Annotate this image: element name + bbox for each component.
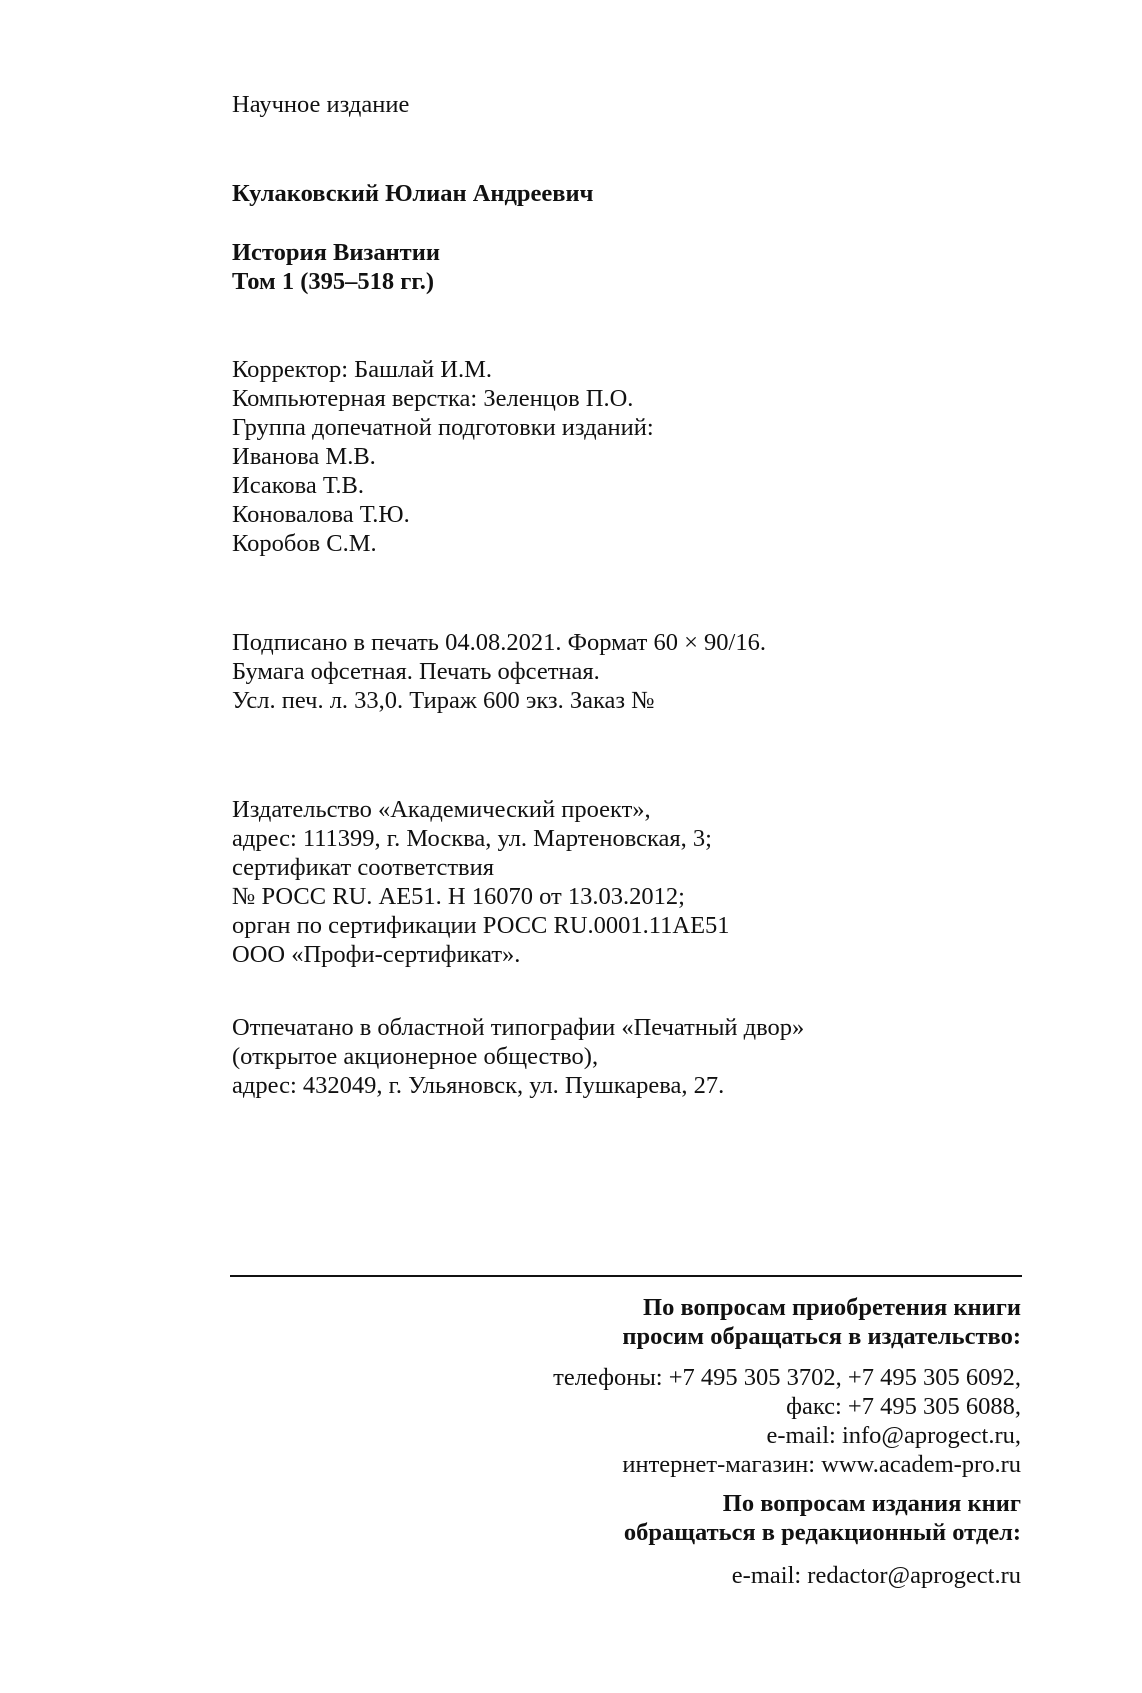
printer-line: адрес: 432049, г. Ульяновск, ул. Пушкарева, 27. (232, 1072, 725, 1099)
publisher-line: орган по сертификации РОСС RU.0001.11АЕ51 (232, 912, 730, 939)
publisher-line: ООО «Профи-сертификат». (232, 941, 521, 968)
contacts-block (221, 1363, 1021, 1479)
printer-block (232, 1013, 1032, 1100)
publisher-line: № РОСС RU. АЕ51. Н 16070 от 13.03.2012; (232, 883, 685, 910)
printer-line: (открытое акционерное общество), (232, 1043, 599, 1070)
purchase-heading (221, 1293, 1021, 1351)
credit-line: Коробов С.М. (232, 530, 377, 557)
book-volume-line: Том 1 (395–518 гг.) (232, 268, 435, 295)
credits-block (232, 355, 1032, 558)
book-title (232, 238, 1032, 296)
print-info-line: Бумага офсетная. Печать офсетная. (232, 658, 600, 685)
email-line: e-mail: info@aprogect.ru, (766, 1422, 1021, 1449)
print-info-line: Усл. печ. л. 33,0. Тираж 600 экз. Заказ № (232, 687, 655, 714)
credit-line: Компьютерная верстка: Зеленцов П.О. (232, 385, 634, 412)
editorial-heading-line: обращаться в редакционный отдел: (623, 1519, 1021, 1546)
editorial-heading-line: По вопросам издания книг (722, 1490, 1021, 1517)
publisher-line: Издательство «Академический проект», (232, 796, 651, 823)
edition-type: Научное издание (232, 91, 410, 118)
publisher-line: адрес: 111399, г. Москва, ул. Мартеновская, 3; (232, 825, 712, 852)
credit-line: Исакова Т.В. (232, 472, 364, 499)
credit-line: Коновалова Т.Ю. (232, 501, 410, 528)
purchase-heading-line: просим обращаться в издательство: (622, 1323, 1021, 1350)
print-info-line: Подписано в печать 04.08.2021. Формат 60 × 90/16. (232, 629, 766, 656)
credit-line: Корректор: Башлай И.М. (232, 356, 493, 383)
credit-line: Иванова М.В. (232, 443, 376, 470)
phones-line: телефоны: +7 495 305 3702, +7 495 305 6092, (553, 1364, 1021, 1391)
shop-line: интернет-магазин: www.academ-pro.ru (622, 1451, 1021, 1478)
editorial-email: e-mail: redactor@aprogect.ru (731, 1562, 1021, 1589)
book-title-line: История Византии (232, 239, 440, 266)
publisher-block (232, 795, 1032, 969)
credit-line: Группа допечатной подготовки изданий: (232, 414, 654, 441)
print-info-block (232, 628, 1032, 715)
author-name: Кулаковский Юлиан Андреевич (232, 180, 594, 207)
purchase-heading-line: По вопросам приобретения книги (643, 1294, 1021, 1321)
editorial-heading (221, 1489, 1021, 1547)
publisher-line: сертификат соответствия (232, 854, 494, 881)
divider-rule (230, 1275, 1022, 1277)
fax-line: факс: +7 495 305 6088, (786, 1393, 1021, 1420)
printer-line: Отпечатано в областной типографии «Печатный двор» (232, 1014, 805, 1041)
